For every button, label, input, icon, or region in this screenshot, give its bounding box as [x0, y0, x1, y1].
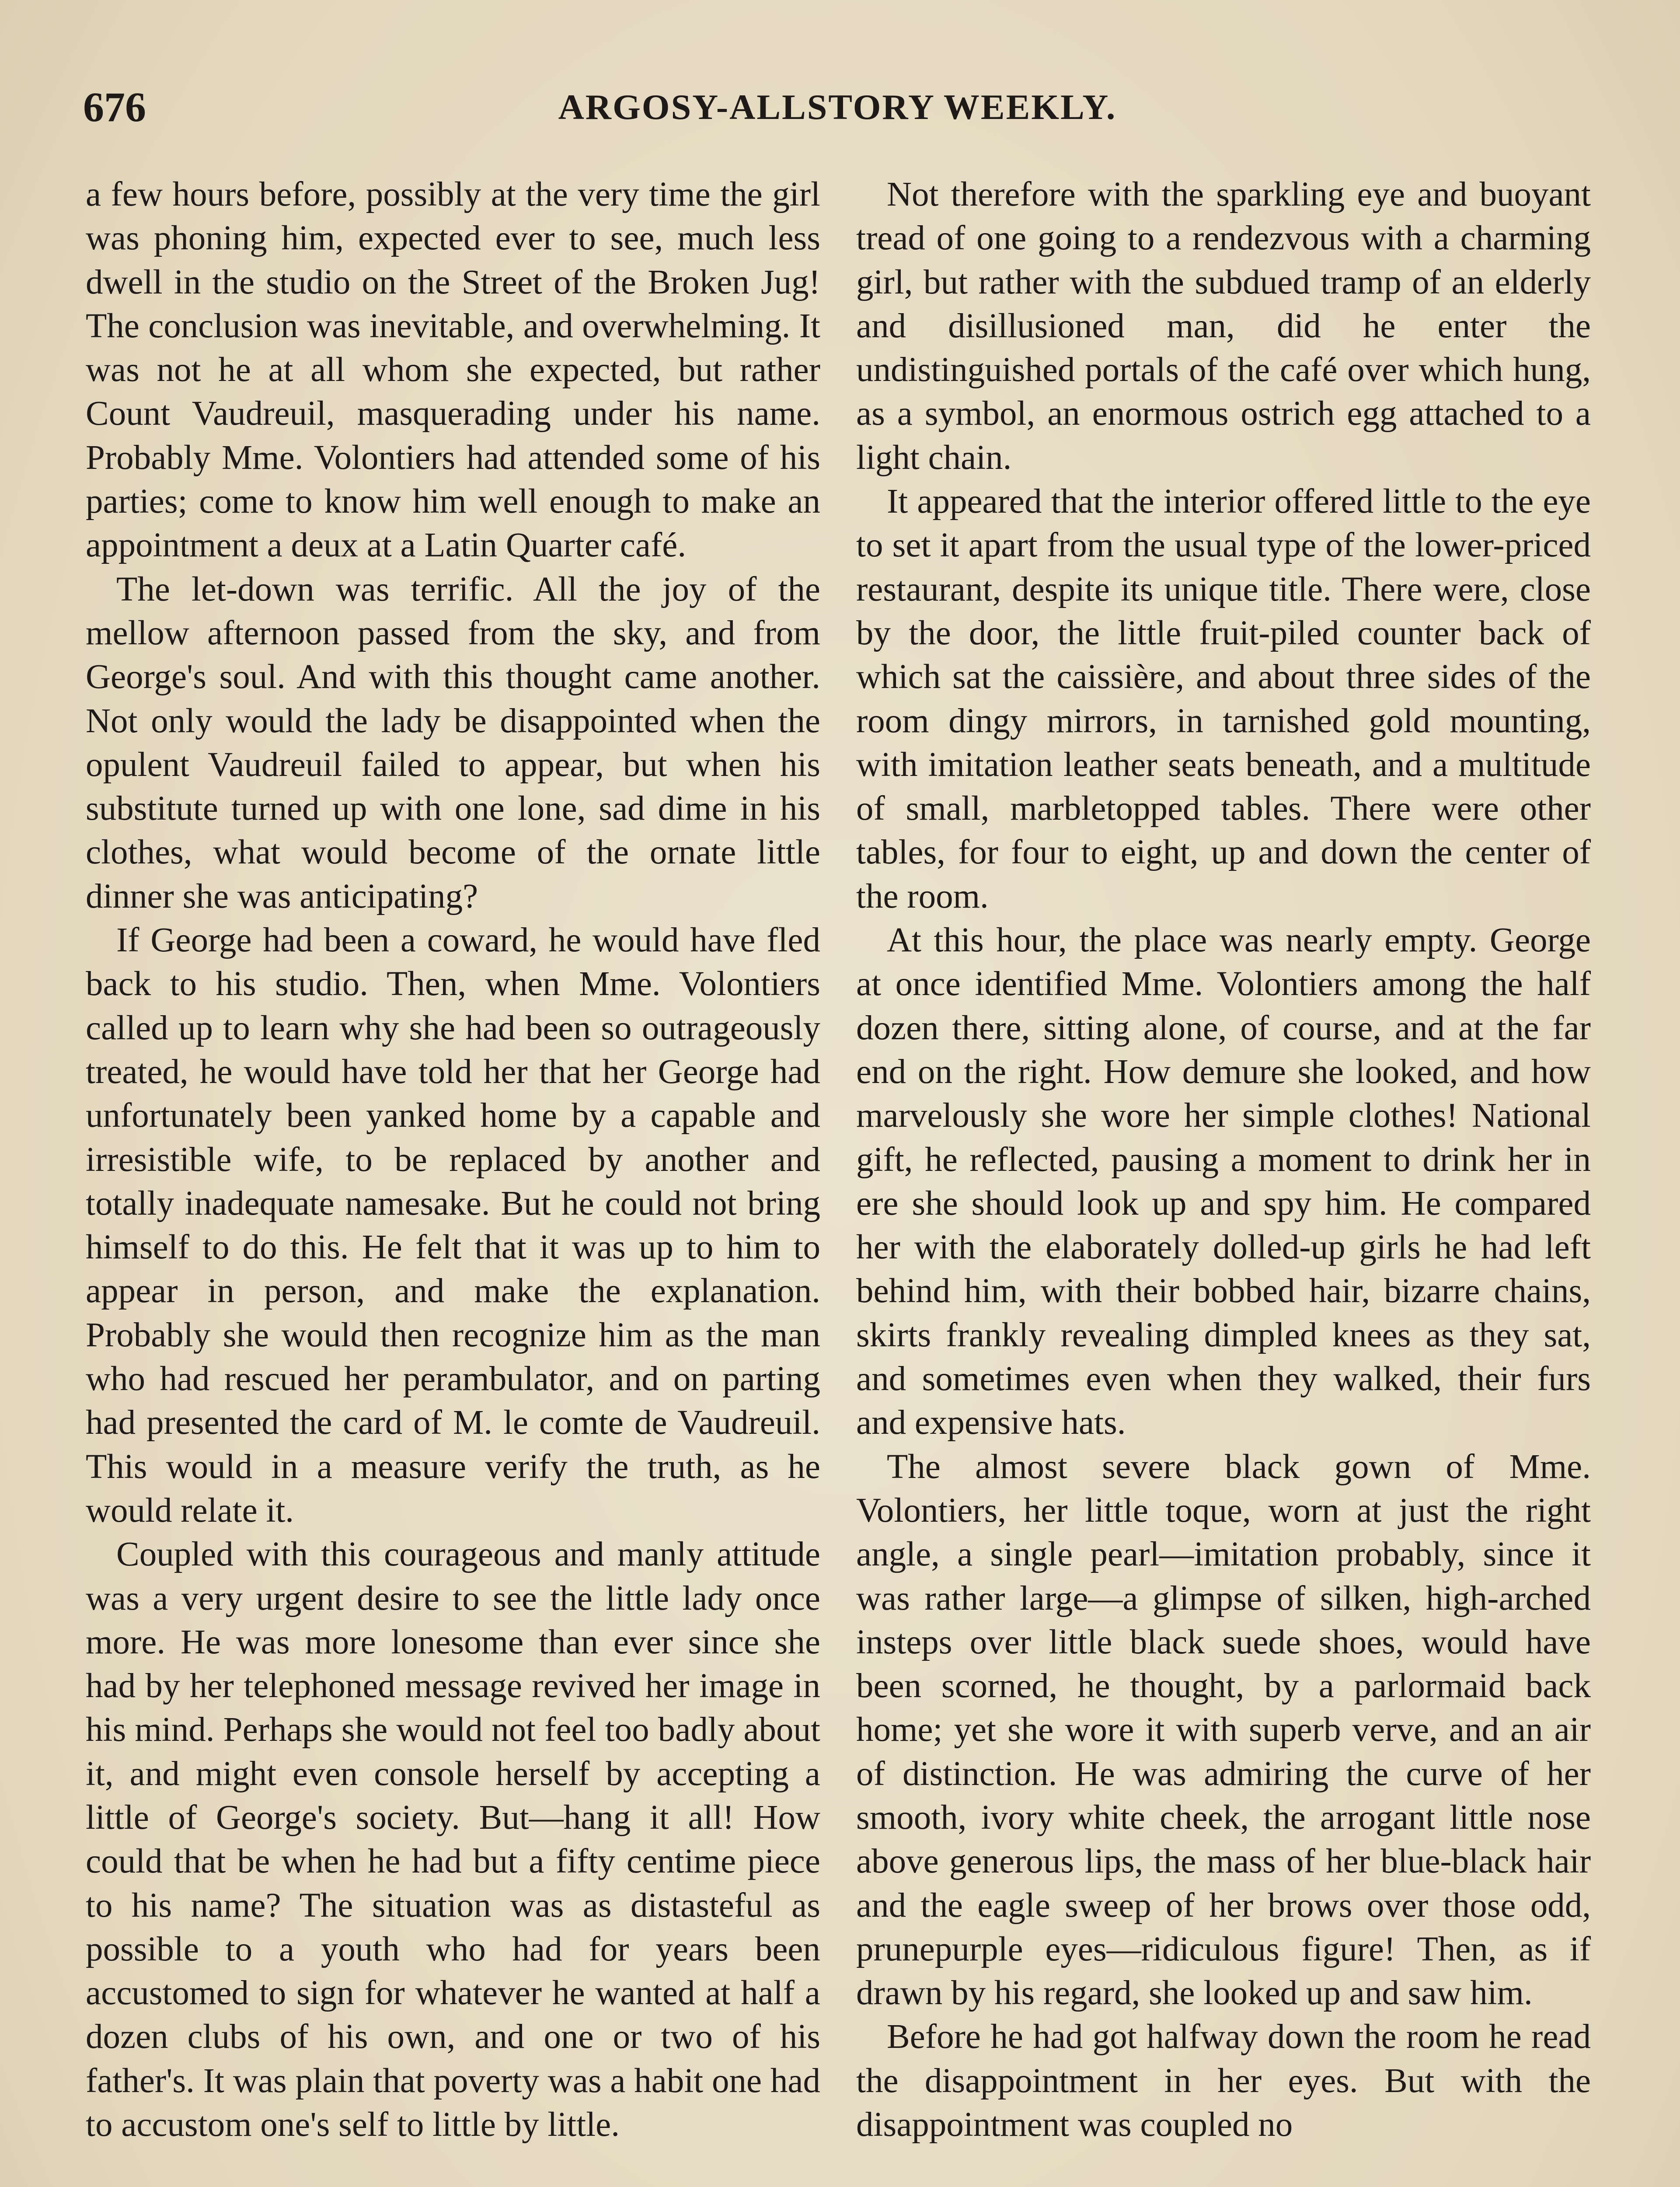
page-number: 676: [83, 84, 146, 130]
paragraph: The almost severe black gown of Mme. Volontiers, her little toque, worn at just the right angle, a single pearl—imitation probably, since it was rather large—a glimpse of silken, high-arched insteps over little black suede shoes, would have been scorned, he thought, by a parlormaid back home; yet she wore it with superb verve, and an air of distinction. He was admiring the curve of her smooth, ivory white cheek, the arrogant little nose above generous lips, the mass of her blue-black hair and the eagle sweep of her brows over those odd, prunepurple eyes—ridiculous figure! Then, as if drawn by his regard, she looked up and saw him.: [856, 1447, 1591, 2012]
paragraph: Before he had got halfway down the room he read the disappointment in her eyes. But with the disappointment was coupled no: [856, 2018, 1591, 2144]
paragraph: a few hours before, possibly at the very time the girl was phoning him, expected ever to see, much less dwell in the studio on the Street of the Broken Jug! The conclusion was inevitable, and overwhelming. It was not he at all whom she expected, but rather Count Vaudreuil, masquerading under his name. Probably Mme. Volontiers had attended some of his parties; come to know him well enough to make an appointment a deux at a Latin Quarter café.: [86, 175, 820, 565]
left-column: [86, 173, 820, 2147]
paragraph: If George had been a coward, he would have fled back to his studio. Then, when Mme. Volontiers called up to learn why she had been so outrageously treated, he would have told her that her George had unfortunately been yanked home by a capable and irresistible wife, to be replaced by another and totally inadequate namesake. But he could not bring himself to do this. He felt that it was up to him to appear in person, and make the explanation. Probably she would then recognize him as the man who had rescued her perambulator, and on parting had presented the card of M. le comte de Vaudreuil. This would in a measure verify the truth, as he would relate it.: [86, 921, 820, 1530]
paragraph: At this hour, the place was nearly empty. George at once identified Mme. Volontiers among the half dozen there, sitting alone, of course, and at the far end on the right. How demure she looked, and how marvelously she wore her simple clothes! National gift, he reflected, pausing a moment to drink her in ere she should look up and spy him. He compared her with the elaborately dolled-up girls he had left behind him, with their bobbed hair, bizarre chains, skirts frankly revealing dimpled knees as they sat, and sometimes even when they walked, their furs and expensive hats.: [856, 921, 1591, 1442]
page-header: [83, 81, 1592, 142]
paragraph: Coupled with this courageous and manly attitude was a very urgent desire to see the little lady once more. He was more lonesome than ever since she had by her telephoned message revived her image in his mind. Perhaps she would not feel too badly about it, and might even console herself by accepting a little of George's society. But—hang it all! How could that be when he had but a fifty centime piece to his name? The situation was as distasteful as possible to a youth who had for years been accustomed to sign for whatever he wanted at half a dozen clubs of his own, and one or two of his father's. It was plain that poverty was a habit one had to accustom one's self to little by little.: [86, 1535, 820, 2144]
right-column: [856, 173, 1591, 2147]
running-title: ARGOSY-ALLSTORY WEEKLY.: [558, 87, 1117, 127]
paragraph: The let-down was terrific. All the joy of the mellow afternoon passed from the sky, and from George's soul. And with this thought came another. Not only would the lady be disappointed when the opulent Vaudreuil failed to appear, but when his substitute turned up with one lone, sad dime in his clothes, what would become of the ornate little dinner she was anticipating?: [86, 570, 820, 915]
paragraph: It appeared that the interior offered little to the eye to set it apart from the usual type of the lower-priced restaurant, despite its unique title. There were, close by the door, the little fruit-piled counter back of which sat the caissière, and about three sides of the room dingy mirrors, in tarnished gold mounting, with imitation leather seats beneath, and a multitude of small, marbletopped tables. There were other tables, for four to eight, up and down the center of the room.: [856, 482, 1591, 915]
paragraph: Not therefore with the sparkling eye and buoyant tread of one going to a rendezvous with a charming girl, but rather with the subdued tramp of an elderly and disillusioned man, did he enter the undistinguished portals of the café over which hung, as a symbol, an enormous ostrich egg attached to a light chain.: [856, 175, 1591, 477]
